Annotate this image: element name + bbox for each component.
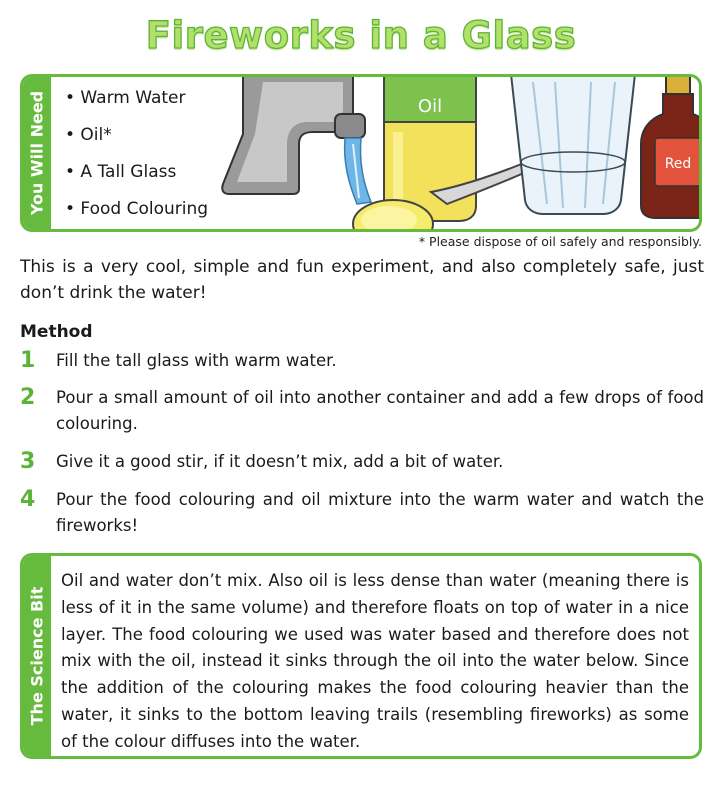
step-text: Pour a small amount of oil into another container and add a few drops of food colouring. [56,388,704,433]
food-colouring-bottle-icon [641,74,702,218]
list-item: • Oil* [65,125,112,145]
method-heading: Method [20,322,93,342]
science-bit-tab [23,556,51,756]
footnote: * Please dispose of oil safely and responsibly. [418,234,702,249]
you-will-need-panel [20,74,702,232]
page-title: Fireworks in a Glass [145,14,577,57]
science-bit-label: The Science Bit [27,586,47,726]
intro-paragraph: This is a very cool, simple and fun experiment, and also completely safe, just don’t drink the water! [20,257,704,303]
tap-icon [222,74,371,204]
step-text: Give it a good stir, if it doesn’t mix, add a bit of water. [56,452,504,471]
list-item: • Warm Water [65,88,186,108]
science-text: Oil and water don’t mix. Also oil is less dense than water (meaning there is less of it in the same volume) and therefore floats on top of water in a nice layer. The food colouring we used was water based and therefore does not mix with the oil, instead it sinks through the oil into the water below. Since the addition of the colouring makes the food colouring heavier than the water, it sinks to the bottom leaving trails (resembling fireworks) as some of the colour diffuses into the water. [61,571,689,751]
glass-icon [511,74,635,214]
materials-list [65,85,208,232]
you-will-need-label: You Will Need [27,90,47,216]
red-label: Red [664,156,692,172]
list-item: • A Tall Glass [65,162,177,182]
materials-illustration [203,74,702,232]
step-number: 1 [20,348,36,373]
you-will-need-tab [23,77,51,229]
list-item: • Food Colouring [65,199,209,219]
oil-label: Oil [417,96,443,117]
step-text: Fill the tall glass with warm water. [56,351,337,370]
step-number: 2 [20,385,36,410]
science-bit-panel [20,553,702,759]
step-number: 3 [20,449,36,474]
step-text: Pour the food colouring and oil mixture into the warm water and watch the fireworks! [56,490,704,535]
step-number: 4 [20,487,36,512]
